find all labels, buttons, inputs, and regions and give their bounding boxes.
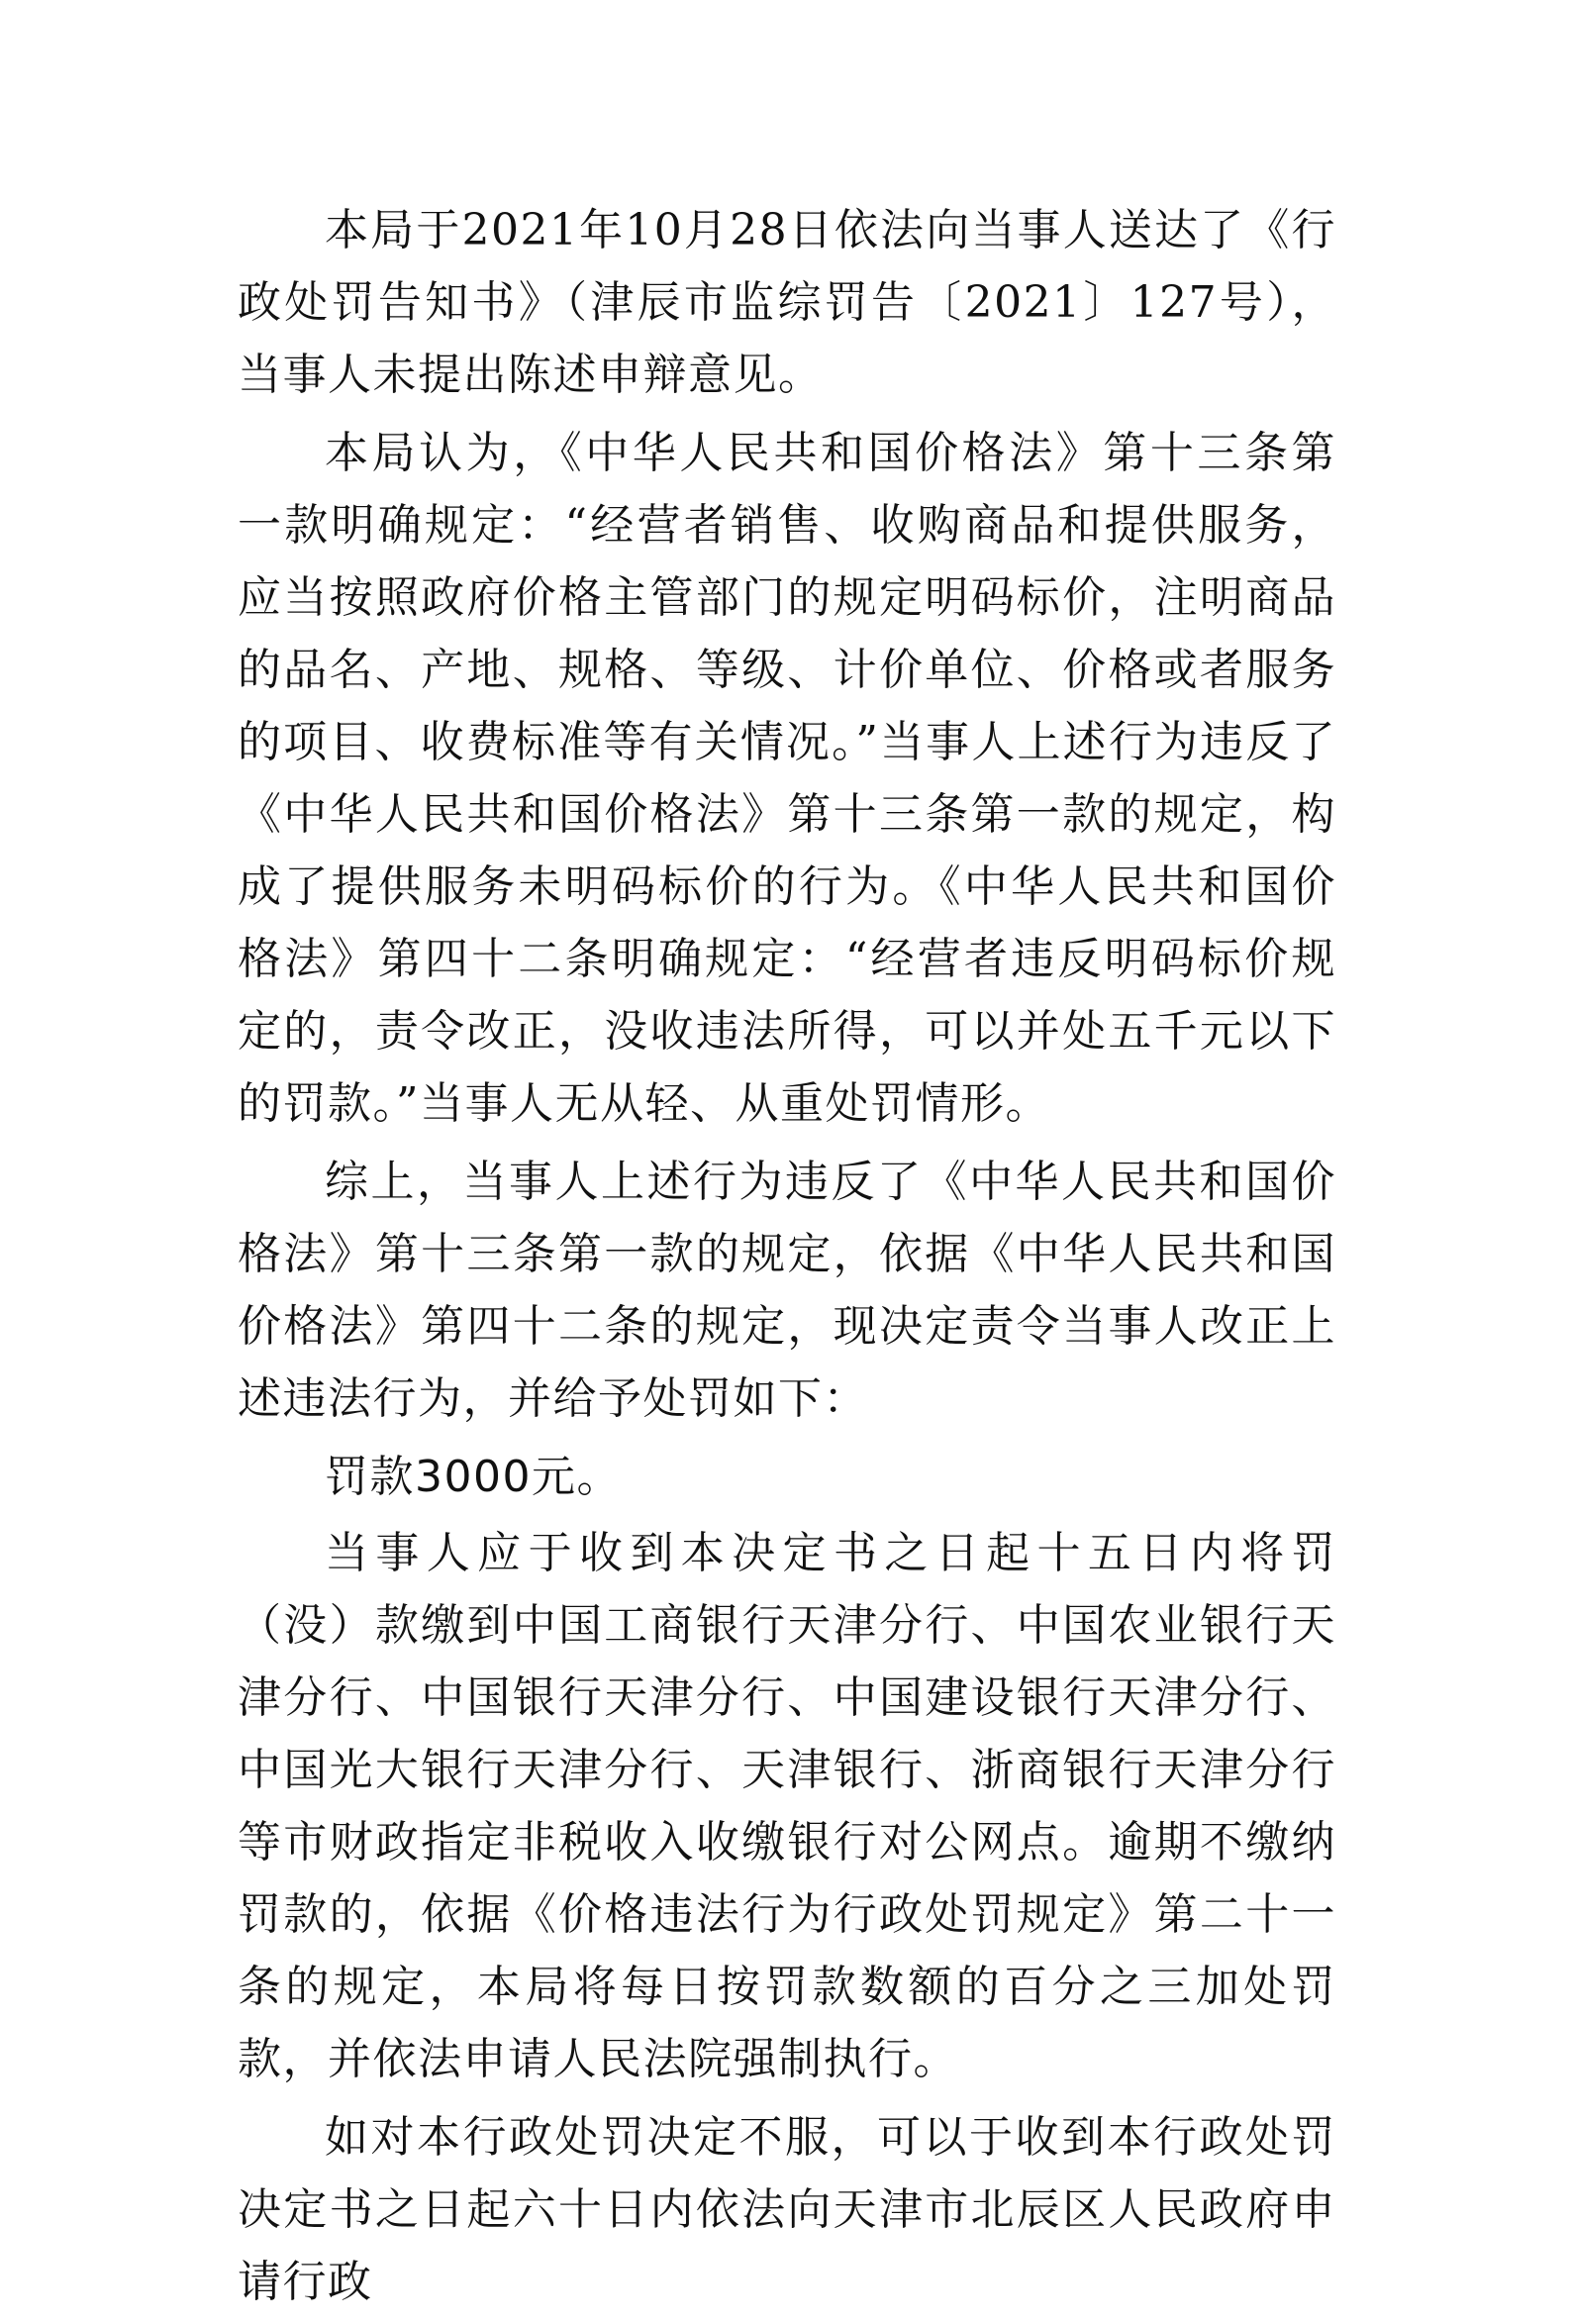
paragraph-notice-delivery: 本局于2021年10月28日依法向当事人送达了《行政处罚告知书》（津辰市监综罚告〔2021〕127号），当事人未提出陈述申辩意见。 [238, 205, 1336, 400]
paragraph-legal-basis: 本局认为，《中华人民共和国价格法》第十三条第一款明确规定：“经营者销售、收购商品和提供服务，应当按照政府价格主管部门的规定明码标价，注明商品的品名、产地、规格、等级、计价单位、价格或者服务的项目、收费标准等有关情况。”当事人上述行为违反了《中华人民共和国价格法》第十三条第一款的规定，构成了提供服务未明码标价的行为。《中华人民共和国价格法》第四十二条明确规定：“经营者违反明码标价规定的，责令改正，没收违法所得，可以并处五千元以下的罚款。”当事人无从轻、从重处罚情形。 [238, 428, 1336, 1129]
document-page [238, 194, 1336, 2324]
paragraph-appeal-rights: 如对本行政处罚决定不服，可以于收到本行政处罚决定书之日起六十日内依法向天津市北辰区人民政府申请行政 [238, 2112, 1336, 2307]
paragraph-fine-amount: 罚款3000元。 [325, 1452, 622, 1502]
paragraph-payment-instructions: 当事人应于收到本决定书之日起十五日内将罚（没）款缴到中国工商银行天津分行、中国农业银行天津分行、中国银行天津分行、中国建设银行天津分行、中国光大银行天津分行、天津银行、浙商银行天津分行等市财政指定非税收入收缴银行对公网点。逾期不缴纳罚款的，依据《价格违法行为行政处罚规定》第二十一条的规定，本局将每日按罚款数额的百分之三加处罚款，并依法申请人民法院强制执行。 [238, 1528, 1336, 2084]
paragraph-decision: 综上，当事人上述行为违反了《中华人民共和国价格法》第十三条第一款的规定，依据《中华人民共和国价格法》第四十二条的规定，现决定责令当事人改正上述违法行为，并给予处罚如下： [238, 1157, 1336, 1424]
